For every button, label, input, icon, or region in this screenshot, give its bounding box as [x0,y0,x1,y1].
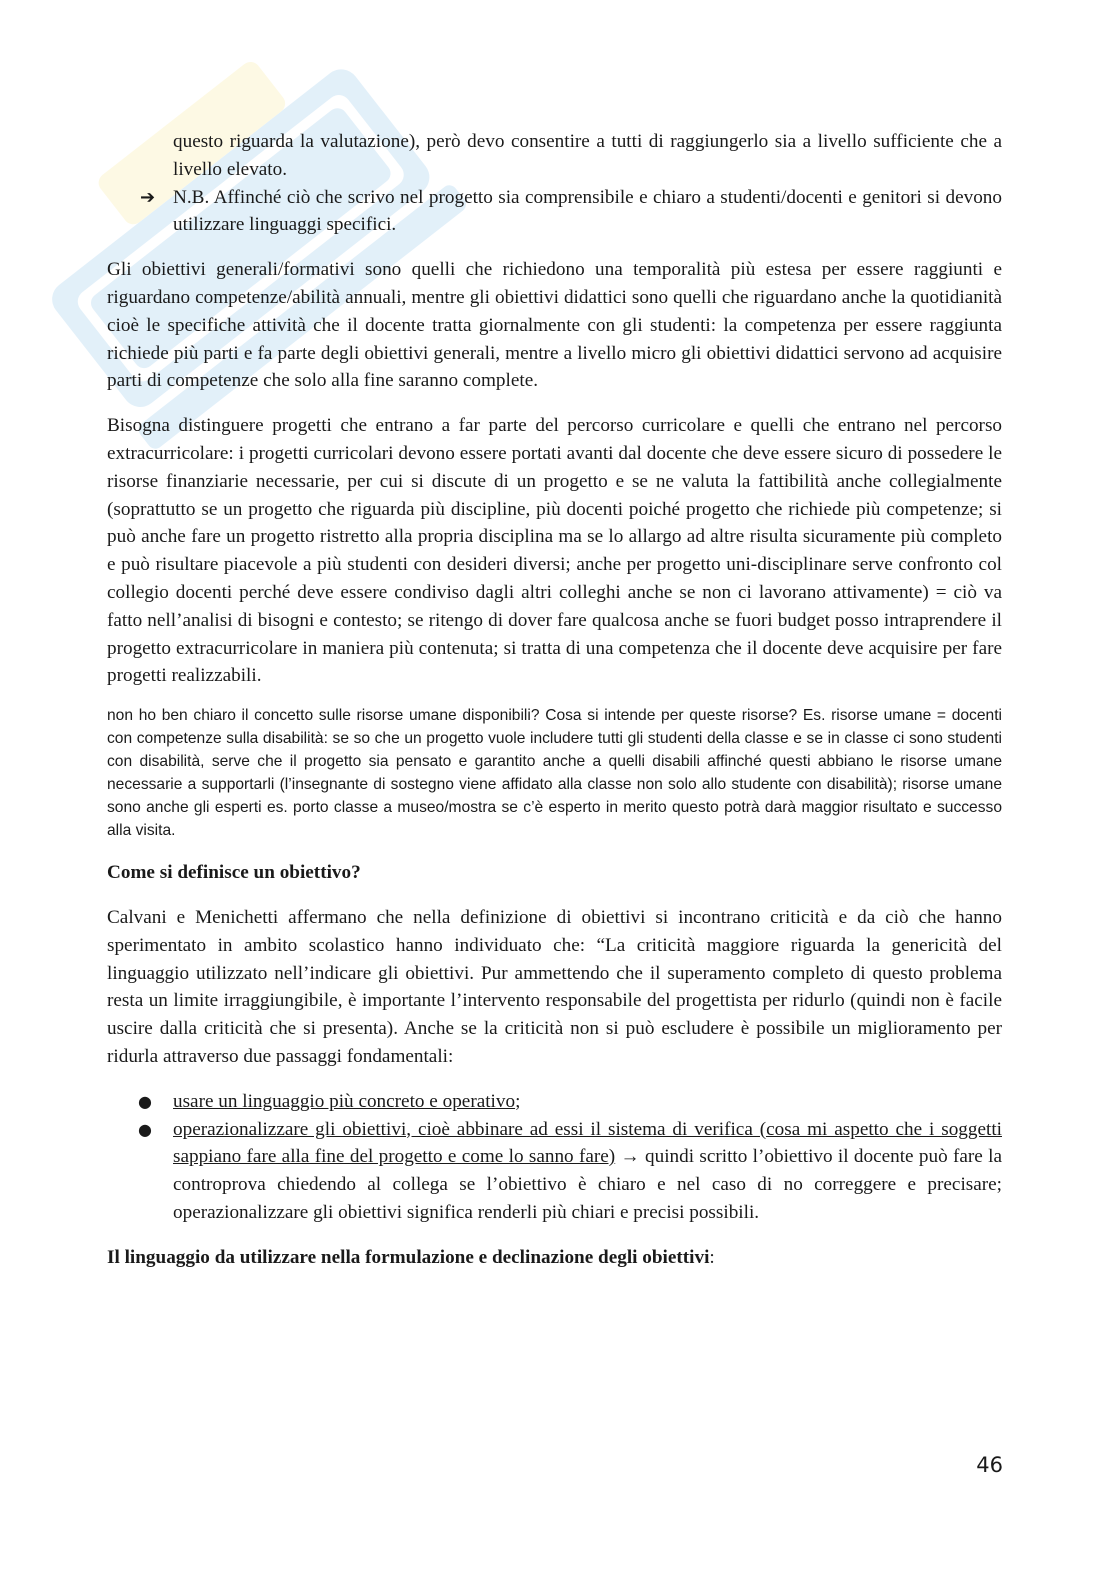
nb-note-text: N.B. Affinché ciò che scrivo nel progetto sia comprensibile e chiaro a studenti/docenti e genitori si devono utilizzare linguaggi specifici. [173,186,1002,236]
objectives-paragraph: Gli obiettivi generali/formativi sono quelli che richiedono una temporalità più estesa per essere raggiunti e riguardano competenze/abilità annuali, mentre gli obiettivi didattici sono quelli che riguardano anche la quotidianità cioè le specifiche attività che il docente tratta giornalmente con gli studenti: la competenza per essere raggiunta richiede più parti e fa parte degli obiettivi generali, mentre a livello micro gli obiettivi didattici servono ad acquisire parti di competenze che solo alla fine saranno complete. [107,259,1002,392]
language-heading [107,1244,1002,1272]
projects-paragraph: Bisogna distinguere progetti che entrano a far parte del percorso curricolare e quelli che entrano nel percorso extracurricolare: i progetti curricolari devono essere portati avanti dal docente che deve essere sicuro di possedere le risorse finanziarie necessarie, per cui si discute di un progetto e se ne valuta la fattibilità anche collegialmente (soprattutto se un progetto che riguarda più discipline, più docenti poiché progetto che richiede più competenze; si può anche fare un progetto ristretto alla propria disciplina ma se lo allargo ad altre risulta sicuramente più completo e può risultare piacevole a più studenti con desideri diversi; anche per progetto uni-disciplinare serve confronto col collegio docenti perché deve essere condiviso dagli altri colleghi anche se non ci lavorano attivamente) = ciò va fatto nell’analisi di bisogni e contesto; se ritengo di dover fare qualcosa anche se fuori budget posso intraprendere il progetto extracurricolare in maniera più contenuta; si tratta di una competenza che il docente deve acquisire per fare progetti realizzabili. [107,415,1002,687]
continuation-text: questo riguarda la valutazione), però devo consentire a tutti di raggiungerlo sia a livello sufficiente che a livello elevato. [173,131,1002,180]
bullet-icon: ● [138,1091,152,1111]
language-heading-colon: : [709,1246,715,1268]
bullet-item-1 [107,1088,1002,1116]
nb-note-row [107,184,1002,240]
document-page [107,128,1002,1272]
page-number: 46 [976,1453,1003,1477]
bullet-icon: ● [138,1119,152,1139]
bullet-rest-1: ; [515,1090,521,1112]
language-heading-text: Il linguaggio da utilizzare nella formulazione e declinazione degli obiettivi [107,1246,710,1268]
define-objective-heading: Come si definisce un obiettivo? [107,862,361,884]
bullet-text-2 [173,1116,1002,1227]
bullet-text-1 [173,1088,1002,1116]
human-resources-note: non ho ben chiaro il concetto sulle risorse umane disponibili? Cosa si intende per queste risorse? Es. risorse umane = docenti con competenze sulla disabilità: se so che un progetto vuole includere tutti gli studenti della classe e se in classe ci sono studenti con disabilità, serve che il progetto sia pensato e garantito anche a quelli disabili affinché questi abbiano le risorse umane necessarie a supportarli (l’insegnante di sostegno viene affidato alla classe non solo allo studente con disabilità); risorse umane sono anche gli esperti es. porto classe a museo/mostra se c’è esperto in merito questo potrà darà maggior risultato e successo alla visita. [107,707,1002,840]
bullet-rest-2: → quindi scritto l’obiettivo il docente può fare la controprova chiedendo al collega se l’obiettivo è chiaro e nel caso di no correggere e precisare; operazionalizzare gli obiettivi significa renderli più chiari e precisi possibili. [173,1146,1002,1223]
bullet-item-2 [107,1116,1002,1227]
bullet-underlined-1: usare un linguaggio più concreto e operativo [173,1090,516,1112]
bullet-underlined-2: operazionalizzare gli obiettivi, cioè abbinare ad essi il sistema di verifica (cosa mi aspetto che i soggetti sappiano fare alla fine del progetto e come lo sanno fare) [173,1118,1002,1168]
calvani-paragraph: Calvani e Menichetti affermano che nella definizione di obiettivi si incontrano criticità e da ciò che hanno sperimentato in ambito scolastico hanno individuato che: “La criticità maggiore riguarda la genericità del linguaggio utilizzato nell’indicare gli obiettivi. Pur ammettendo che il superamento completo di questo problema resta un limite irraggiungibile, è importante l’intervento responsabile del progettista per ridurlo (quindi non è facile uscire dalla criticità che si presenta). Anche se la criticità non si può escludere è possibile un miglioramento per ridurla attraverso due passaggi fondamentali: [107,906,1002,1067]
right-arrow-icon: ➔ [140,186,156,208]
